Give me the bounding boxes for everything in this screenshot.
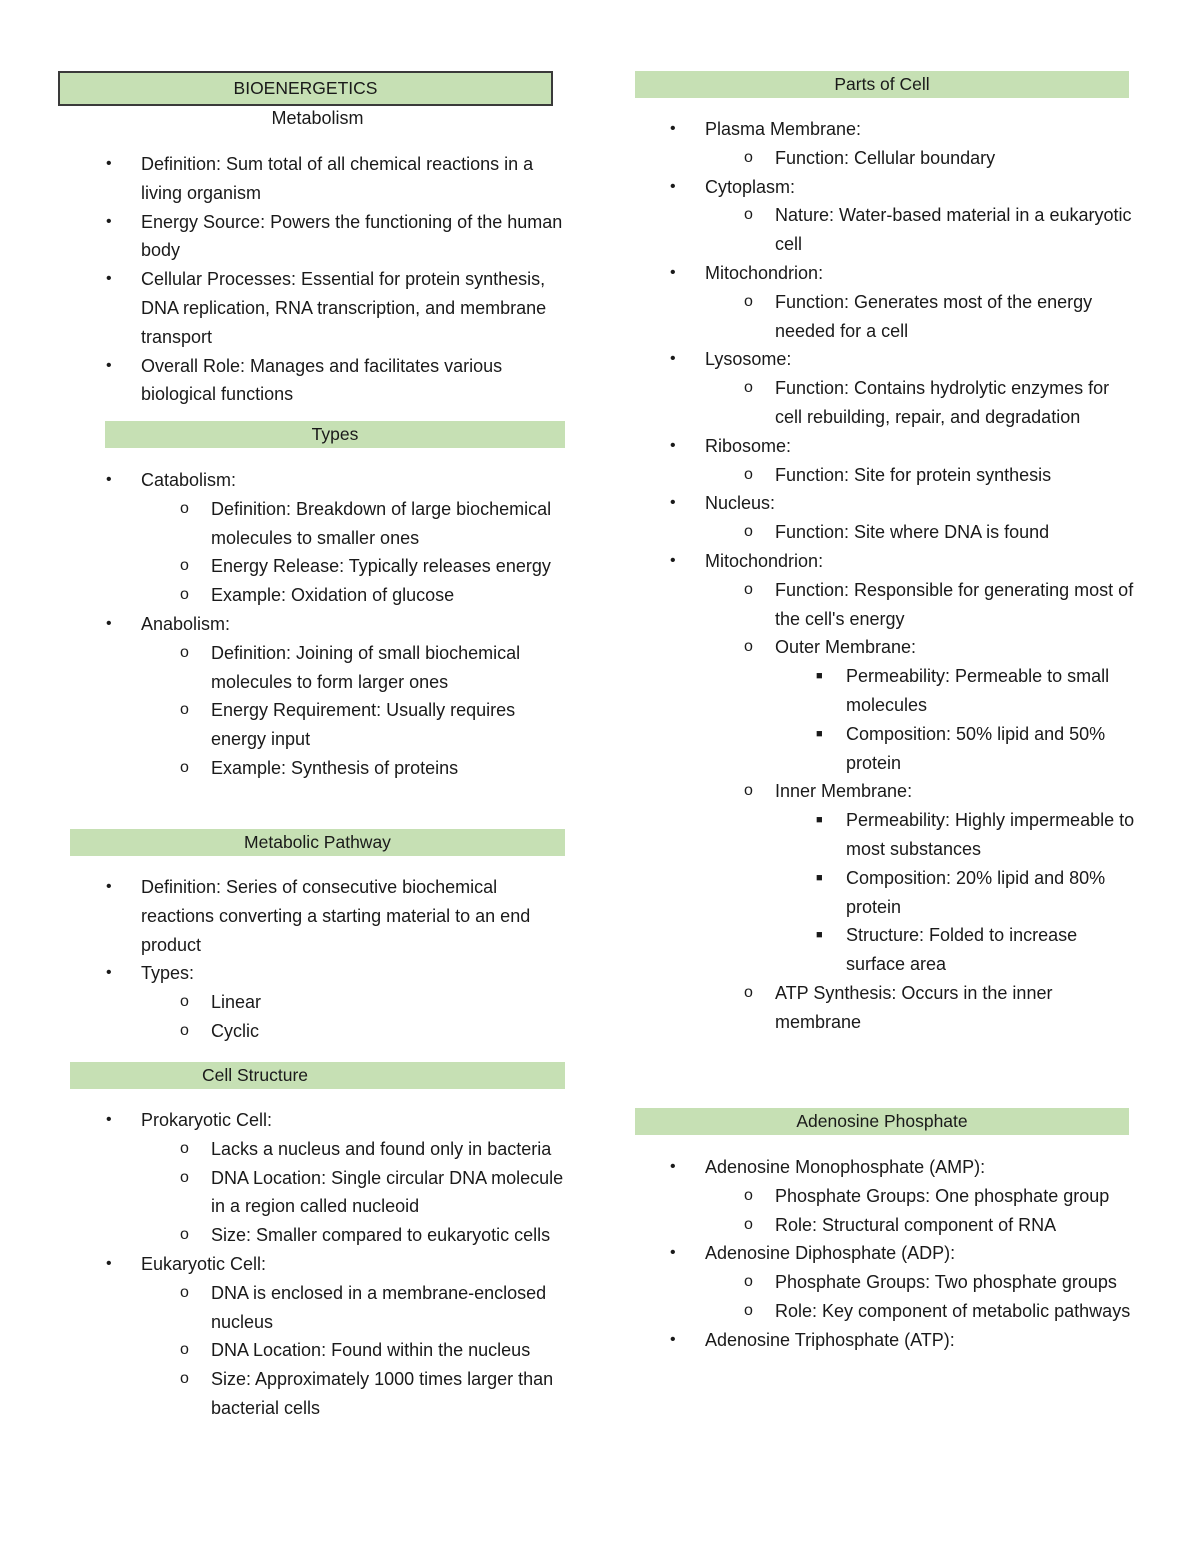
section-header-metabolic-pathway: Metabolic Pathway — [70, 829, 565, 856]
list-item: o Example: Synthesis of proteins — [180, 757, 459, 778]
list-item: o Function: Contains hydrolytic enzymes for cell rebuilding, repair, and degradation — [744, 378, 1110, 427]
list-item: o Size: Smaller compared to eukaryotic cells — [180, 1225, 551, 1246]
list-item: o Linear — [180, 992, 262, 1013]
list-item: ■ Structure: Folded to increase surface area — [816, 925, 1078, 975]
list-item: o Phosphate Groups: One phosphate group — [744, 1185, 1110, 1206]
document-title: BIOENERGETICS — [58, 71, 553, 106]
list-item: o Definition: Breakdown of large biochemical molecules to smaller ones — [180, 498, 552, 548]
metabolism-list — [106, 150, 571, 409]
list-item: o Function: Generates most of the energy needed for a cell — [744, 291, 1093, 341]
list-item: • Ribosome: o Function: Site for protein synthesis — [705, 432, 1135, 490]
list-item: • Cellular Processes: Essential for protein synthesis, DNA replication, RNA transcription, and membrane transport — [106, 269, 547, 347]
list-item: • Mitochondrion: o Function: Responsible for generating most of the cell's energy o Outer Membrane: ■ Permeability: Permeable to small molecules ■ Composition: 50% lipid and 50% protein o Inner Membrane: ■ Permeability: Highly impermeable to most substances ■ Composition: 20% lipid and 80% protein ■ Structure: Folded to increase surface area o ATP Synthesis: Occurs in the inner membrane — [705, 547, 1135, 1037]
section-header-adenosine-phosphate: Adenosine Phosphate — [635, 1108, 1129, 1135]
section-header-cell-structure: Cell Structure — [70, 1062, 565, 1089]
list-item: • Cytoplasm: o Nature: Water-based material in a eukaryotic cell — [705, 173, 1135, 259]
list-item: • Types: o Linear o Cyclic — [141, 959, 551, 1045]
list-item: o Function: Cellular boundary — [744, 147, 996, 168]
types-list — [106, 466, 571, 783]
list-item: o ATP Synthesis: Occurs in the inner membrane — [744, 982, 1053, 1032]
list-item: • Eukaryotic Cell: o DNA is enclosed in a membrane-enclosed nucleus o DNA Location: Found within the nucleus o Size: Approximately 1000 times larger than bacterial cells — [141, 1250, 571, 1423]
list-item: • Adenosine Diphosphate (ADP): o Phosphate Groups: Two phosphate groups o Role: Key component of metabolic pathways — [705, 1239, 1135, 1325]
list-item: • Mitochondrion: o Function: Generates most of the energy needed for a cell — [705, 259, 1135, 345]
section-header-types: Types — [105, 421, 565, 448]
list-item: o DNA Location: Single circular DNA molecule in a region called nucleoid — [180, 1167, 564, 1217]
section-header-parts-of-cell: Parts of Cell — [635, 71, 1129, 98]
list-item: o Energy Requirement: Usually requires energy input — [180, 700, 516, 750]
list-item: ■ Composition: 50% lipid and 50% protein — [816, 723, 1106, 773]
list-item: • Prokaryotic Cell: o Lacks a nucleus and found only in bacteria o DNA Location: Single circular DNA molecule in a region called nucleoid o Size: Smaller compared to eukaryotic cells — [141, 1106, 571, 1250]
list-item: o Function: Responsible for generating most of the cell's energy — [744, 579, 1134, 629]
adenosine-list — [670, 1153, 1135, 1355]
cell-structure-list — [106, 1106, 571, 1423]
list-item: • Adenosine Monophosphate (AMP): o Phosphate Groups: One phosphate group o Role: Structural component of RNA — [705, 1153, 1135, 1239]
list-item: • Definition: Sum total of all chemical reactions in a living organism — [106, 154, 534, 203]
list-item: o Nature: Water-based material in a eukaryotic cell — [744, 205, 1132, 255]
list-item: o DNA is enclosed in a membrane-enclosed nucleus — [180, 1282, 547, 1332]
list-item: • Catabolism: o Definition: Breakdown of large biochemical molecules to smaller ones o Energy Release: Typically releases energy o Example: Oxidation of glucose — [141, 466, 571, 610]
list-item: ■ Composition: 20% lipid and 80% protein — [816, 867, 1106, 917]
list-item: o Example: Oxidation of glucose — [180, 585, 455, 606]
list-item: • Lysosome: o Function: Contains hydrolytic enzymes for cell rebuilding, repair, and degradation — [705, 345, 1135, 431]
parts-of-cell-list — [670, 115, 1135, 1037]
list-item: o Role: Key component of metabolic pathways — [744, 1300, 1131, 1321]
list-item: o Outer Membrane: ■ Permeability: Permeable to small molecules ■ Composition: 50% lipid and 50% protein — [775, 633, 1135, 777]
list-item: • Plasma Membrane: o Function: Cellular boundary — [705, 115, 1135, 173]
list-item: ■ Permeability: Highly impermeable to most substances — [816, 810, 1135, 859]
list-item: o Definition: Joining of small biochemical molecules to form larger ones — [180, 642, 521, 692]
list-item: o DNA Location: Found within the nucleus — [180, 1340, 531, 1361]
list-item: o Phosphate Groups: Two phosphate groups — [744, 1272, 1117, 1293]
list-item: • Energy Source: Powers the functioning of the human body — [106, 211, 563, 261]
list-item: • Adenosine Triphosphate (ATP): — [670, 1329, 955, 1350]
list-item: • Definition: Series of consecutive biochemical reactions converting a starting material to an end product — [106, 877, 531, 955]
list-item: o Function: Site where DNA is found — [744, 522, 1050, 543]
list-item: • Anabolism: o Definition: Joining of small biochemical molecules to form larger ones o Energy Requirement: Usually requires energy input o Example: Synthesis of proteins — [141, 610, 571, 783]
list-item: o Role: Structural component of RNA — [744, 1214, 1057, 1235]
list-item: o Size: Approximately 1000 times larger than bacterial cells — [180, 1369, 554, 1418]
section-subtitle-metabolism: Metabolism — [271, 108, 364, 128]
list-item: • Nucleus: o Function: Site where DNA is found — [705, 489, 1135, 547]
list-item: o Lacks a nucleus and found only in bacteria — [180, 1138, 552, 1159]
list-item: o Function: Site for protein synthesis — [744, 464, 1052, 485]
pathway-list — [106, 873, 551, 1046]
list-item: o Cyclic — [180, 1020, 259, 1041]
list-item: • Overall Role: Manages and facilitates various biological functions — [106, 355, 503, 405]
list-item: o Inner Membrane: ■ Permeability: Highly impermeable to most substances ■ Composition: 20% lipid and 80% protein ■ Structure: Folded to increase surface area — [775, 777, 1135, 979]
list-item: ■ Permeability: Permeable to small molecules — [816, 666, 1110, 715]
list-item: o Energy Release: Typically releases energy — [180, 556, 551, 577]
